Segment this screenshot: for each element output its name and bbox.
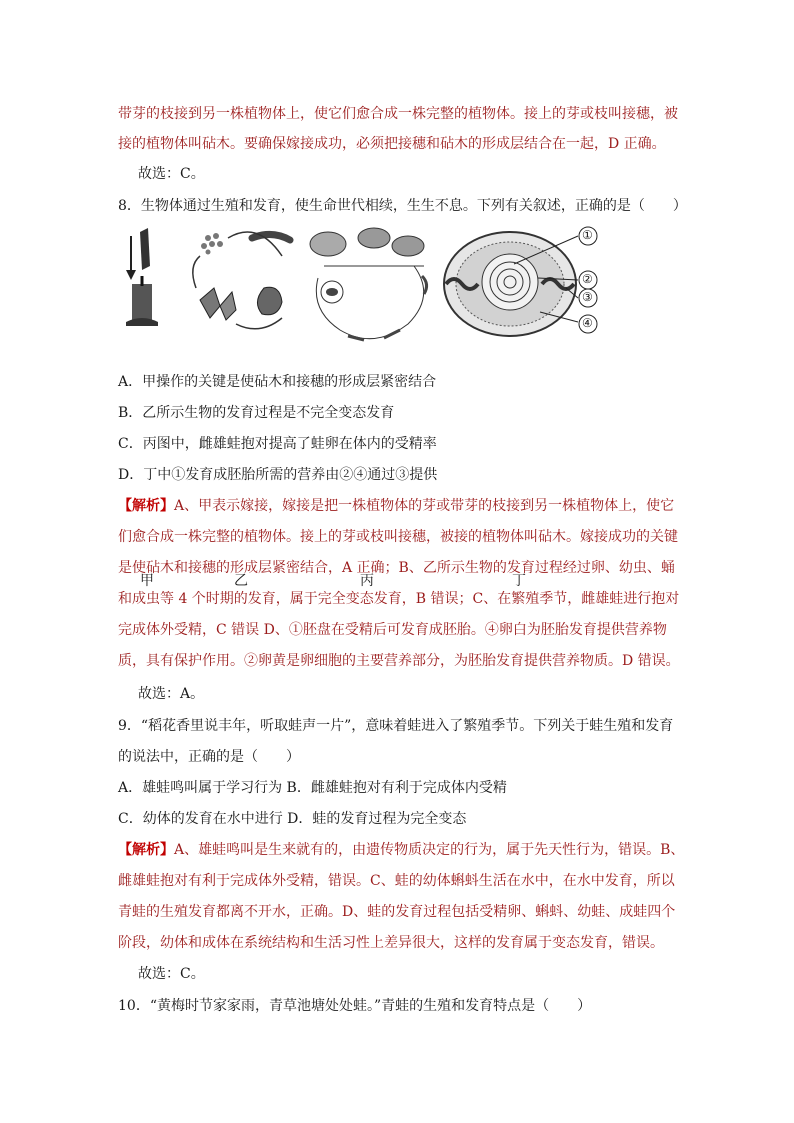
q8-analysis-line-3: 是使砧木和接穗的形成层紧密结合，A 正确；B、乙所示生物的发育过程经过卵、幼虫、蛹 [118,560,675,576]
q9-analysis-line-3: 青蛙的生殖发育都离不开水，正确。D、蛙的发育过程包括受精卵、蝌蚪、幼蛙、成蛙四个 [118,904,676,920]
q8-analysis-tag: 【解析】 [118,498,174,514]
q9-stem-line-2: 的说法中，正确的是（ ） [118,749,300,765]
egg-label-4: ④ [582,316,593,330]
q9-analysis-line-1: 【解析】A、雄蛙鸣叫是生来就有的，由遗传物质决定的行为，属于先天性行为，错误。B、 [118,842,685,858]
q9-analysis-line-4: 阶段，幼体和成体在系统结构和生活习性上差异很大，这样的发育属于变态发育，错误。 [118,935,664,951]
q8-answer: 故选：A。 [138,686,205,702]
q8-analysis-line-4: 和成虫等 4 个时期的发育，属于完全变态发育，B 错误；C、在繁殖季节，雌雄蛙进行抱对 [118,591,680,607]
q8-analysis-line-1: 【解析】A、甲表示嫁接，嫁接是把一株植物体的芽或带芽的枝接到另一株植物体上，使它 [118,498,675,514]
q9-analysis-tag: 【解析】 [118,842,174,858]
prev-explanation-line-1: 带芽的枝接到另一株植物体上，使它们愈合成一株完整的植物体。接上的芽或枝叫接穗，被 [118,106,678,122]
q9-options-line-2: C．幼体的发育在水中进行 D．蛙的发育过程为完全变态 [118,811,467,827]
q8-option-c: C．丙图中，雌雄蛙抱对提高了蛙卵在体内的受精率 [118,436,437,452]
q8-option-a: A．甲操作的关键是使砧木和接穗的形成层紧密结合 [118,374,437,390]
q9-answer: 故选：C。 [138,966,205,982]
egg-label-2: ② [582,272,593,286]
q9-stem-line-1: 9．“稻花香里说丰年，听取蛙声一片”，意味着蛙进入了繁殖季节。下列关于蛙生殖和发育 [118,718,674,734]
egg-structure-illustration [440,226,620,346]
prev-explanation-line-2: 接的植物体叫砧木。要确保嫁接成功，必须把接穗和砧木的形成层结合在一起，D 正确。 [118,136,666,152]
q8-analysis-line-2: 们愈合成一株完整的植物体。接上的芽或枝叫接穗，被接的植物体叫砧木。嫁接成功的关键 [118,529,678,545]
caption-ding: 丁 [512,573,526,589]
grafting-illustration [118,226,168,336]
frog-lifecycle-illustration [304,226,434,346]
q8-option-d: D．丁中①发育成胚胎所需的营养由②④通过③提供 [118,467,438,483]
q8-stem: 8．生物体通过生殖和发育，使生命世代相续，生生不息。下列有关叙述，正确的是（ ） [118,198,687,214]
prev-answer: 故选：C。 [138,166,205,182]
egg-label-1: ① [582,228,593,242]
egg-label-3: ③ [582,290,593,304]
caption-yi: 乙 [234,573,248,589]
q8-analysis-line-5: 完成体外受精，C 错误 D、①胚盘在受精后可发育成胚胎。④卵白为胚胎发育提供营养物 [118,622,667,638]
caption-bing: 丙 [360,573,374,589]
q8-analysis-line-6: 质，具有保护作用。②卵黄是卵细胞的主要营养部分，为胚胎发育提供营养物质。D 错误。 [118,653,680,669]
insect-lifecycle-illustration [182,226,292,336]
q8-option-b: B．乙所示生物的发育过程是不完全变态发育 [118,405,395,421]
q10-stem: 10．“黄梅时节家家雨，青草池塘处处蛙。”青蛙的生殖和发育特点是（ ） [118,998,592,1014]
q9-analysis-line-2: 雌雄蛙抱对有利于完成体外受精，错误。C、蛙的幼体蝌蚪生活在水中，在水中发育，所以 [118,873,675,889]
caption-jia: 甲 [140,573,154,589]
q9-options-line-1: A．雄蛙鸣叫属于学习行为 B．雌雄蛙抱对有利于完成体内受精 [118,780,507,796]
